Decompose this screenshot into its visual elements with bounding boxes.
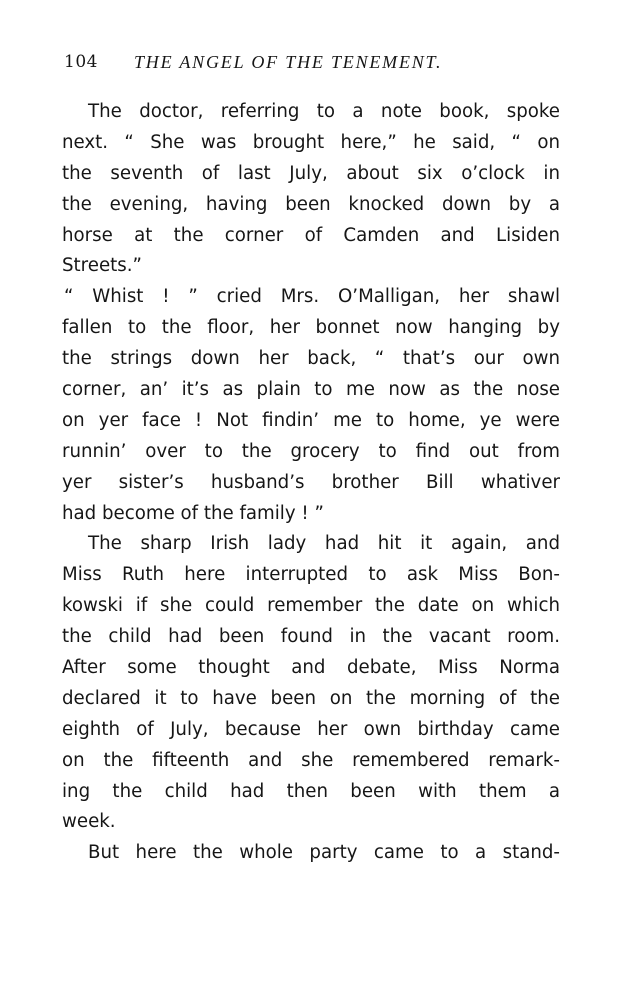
- text-line: the strings down her back, “ that’s our own: [62, 348, 560, 370]
- text-line: But here the whole party came to a stand-: [88, 842, 560, 864]
- text-line: ing the child had then been with them a: [62, 780, 560, 802]
- text-line: had become of the family ! ”: [62, 502, 324, 524]
- text-line: the evening, having been knocked down by a: [62, 193, 560, 215]
- text-line: the child had been found in the vacant room.: [62, 626, 560, 648]
- text-line: The sharp Irish lady had hit it again, and: [88, 533, 560, 555]
- text-line: week.: [62, 811, 116, 833]
- running-head: [64, 52, 564, 82]
- text-line: “ Whist ! ” cried Mrs. O’Malligan, her shawl: [64, 286, 560, 308]
- text-line: horse at the corner of Camden and Lisiden: [62, 224, 560, 246]
- text-line: next. “ She was brought here,” he said, “ on: [62, 131, 560, 153]
- text-line: the seventh of last July, about six o’clock in: [62, 162, 560, 184]
- text-line: fallen to the floor, her bonnet now hanging by: [62, 317, 560, 339]
- text-line: on yer face ! Not findin’ me to home, ye were: [62, 409, 560, 431]
- text-line: kowski if she could remember the date on which: [62, 595, 560, 617]
- text-line: declared it to have been on the morning of the: [62, 687, 560, 709]
- text-line: Streets.”: [62, 255, 142, 277]
- text-line: The doctor, referring to a note book, spoke: [88, 101, 560, 122]
- page-number: 104: [64, 52, 98, 72]
- text-line: yer sister’s husband’s brother Bill whativer: [62, 471, 560, 493]
- text-line: Miss Ruth here interrupted to ask Miss Bon-: [62, 564, 560, 586]
- text-line: eighth of July, because her own birthday came: [62, 718, 560, 740]
- body-text: [62, 97, 560, 869]
- text-line: on the fifteenth and she remembered remark-: [62, 749, 560, 771]
- text-line: runnin’ over to the grocery to find out from: [62, 440, 560, 462]
- running-title: THE ANGEL OF THE TENEMENT.: [134, 52, 443, 72]
- text-line: After some thought and debate, Miss Norma: [62, 657, 560, 679]
- text-line: corner, an’ it’s as plain to me now as the nose: [62, 379, 560, 401]
